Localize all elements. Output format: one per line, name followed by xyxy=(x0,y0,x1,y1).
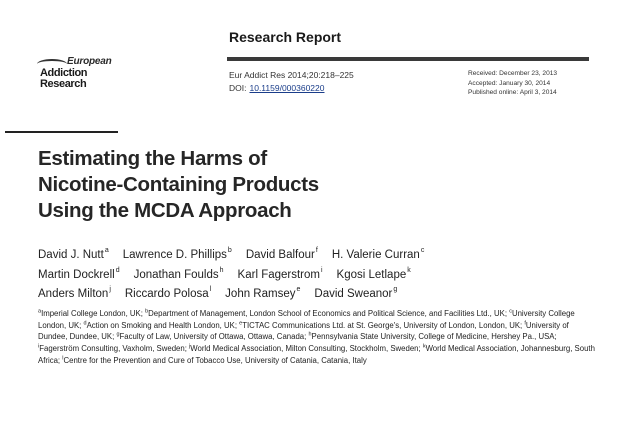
affiliation-mark: l xyxy=(62,355,64,362)
author-name-text: Karl Fagerstrom xyxy=(237,268,320,281)
author-line xyxy=(38,285,598,305)
author-name-text: Jonathan Foulds xyxy=(133,268,219,281)
author-affiliation-mark: a xyxy=(104,247,109,255)
header-rule xyxy=(227,57,589,61)
publication-dates xyxy=(468,69,598,98)
author-affiliation-mark: l xyxy=(209,286,212,294)
journal-logo xyxy=(37,56,119,90)
logo-line-2: Addiction xyxy=(40,67,88,79)
author-name-text: Anders Milton xyxy=(38,288,109,300)
author-affiliation-mark: f xyxy=(315,247,318,255)
author-name-text: Lawrence D. Phillips xyxy=(122,249,227,261)
author-name xyxy=(237,266,323,281)
author-name-text: Martin Dockrell xyxy=(38,268,115,281)
author-name-text: David Balfour xyxy=(245,249,315,261)
affiliation-text: Pennsylvania State University, College of Medicine, Hershey Pa., USA; xyxy=(311,332,557,342)
affiliation-text: Fagerström Consulting, Vaxholm, Sweden; xyxy=(39,344,190,354)
affiliation-mark: i xyxy=(38,343,40,350)
author-name-text: David Sweanor xyxy=(314,288,393,300)
logo-line-1: European xyxy=(67,56,112,67)
author-affiliation-mark: d xyxy=(115,266,120,274)
affiliation-text: Department of Management, London School of Economics and Political Science, and Facilities Ltd., UK; xyxy=(148,309,510,318)
affiliation-text: Imperial College London, UK; xyxy=(41,309,146,318)
author-name xyxy=(246,249,318,261)
author-affiliation-mark: i xyxy=(320,266,323,274)
affiliation-mark: h xyxy=(308,331,312,338)
affiliation-mark: j xyxy=(189,343,191,350)
author-affiliation-mark: j xyxy=(109,286,111,294)
affiliation-mark: a xyxy=(38,308,42,315)
author-line xyxy=(38,266,598,286)
affiliation-text: TICTAC Communications Ltd. at St. George's, University of London, London, UK; xyxy=(242,320,525,330)
author-affiliation-mark: k xyxy=(407,266,411,274)
published-date: Published online: April 3, 2014 xyxy=(468,89,557,96)
author-affiliation-mark: h xyxy=(219,266,224,274)
affiliation-text: Faculty of Law, University of Ottawa, Ottawa, Canada; xyxy=(119,332,309,342)
author-affiliation-mark: b xyxy=(227,247,232,255)
author-affiliation-mark: c xyxy=(420,247,425,255)
affiliation-text: World Medical Association, Johannesburg, South Africa; xyxy=(38,344,595,365)
author-list xyxy=(38,246,598,305)
author-name xyxy=(123,249,232,261)
author-name xyxy=(125,288,211,300)
author-line xyxy=(38,246,598,266)
author-name xyxy=(38,266,120,281)
author-name xyxy=(133,266,224,281)
affiliation-mark: f xyxy=(524,320,526,327)
author-name xyxy=(225,288,300,300)
affiliation-text: Centre for the Prevention and Cure of Tobacco Use, University of Catania, Catania, Italy xyxy=(63,355,367,365)
article-title xyxy=(38,146,319,224)
report-type: Research Report xyxy=(229,29,342,45)
author-name-text: Riccardo Polosa xyxy=(124,288,209,300)
journal-citation: Eur Addict Res 2014;20:218–225 xyxy=(229,70,354,80)
logo-line-3: Research xyxy=(40,78,87,90)
received-date: Received: December 23, 2013 xyxy=(468,70,558,77)
author-name xyxy=(332,249,425,261)
author-name xyxy=(38,249,109,261)
affiliation-mark: e xyxy=(239,320,243,327)
affiliation-mark: k xyxy=(422,343,426,350)
affiliation-mark: c xyxy=(509,308,512,315)
author-name xyxy=(314,288,397,300)
affiliation-text: Action on Smoking and Health London, UK; xyxy=(86,320,240,330)
author-name-text: John Ramsey xyxy=(225,288,296,300)
affiliations xyxy=(38,308,598,367)
author-affiliation-mark: e xyxy=(296,286,301,294)
title-line-1: Estimating the Harms of xyxy=(38,147,267,170)
doi-line xyxy=(229,82,354,95)
affiliation-text: University College London, UK; xyxy=(38,309,575,330)
author-name xyxy=(336,266,411,281)
author-name xyxy=(38,288,111,300)
doi-label: DOI: xyxy=(229,83,247,93)
author-name-text: Kgosi Letlape xyxy=(336,268,407,281)
title-line-3: Using the MCDA Approach xyxy=(38,199,292,222)
title-line-2: Nicotine-Containing Products xyxy=(38,173,319,196)
title-rule xyxy=(5,131,118,133)
affiliation-text: University of Dundee, Dundee, UK; xyxy=(38,320,569,342)
affiliation-mark: d xyxy=(83,320,87,327)
author-name-text: David J. Nutt xyxy=(38,249,104,261)
affiliation-mark: g xyxy=(116,331,120,338)
affiliation-text: World Medical Association, Milton Consulting, Stockholm, Sweden; xyxy=(190,344,423,354)
author-affiliation-mark: g xyxy=(393,286,398,294)
accepted-date: Accepted: January 30, 2014 xyxy=(468,79,551,87)
doi-link[interactable]: 10.1159/000360220 xyxy=(249,83,325,93)
author-name-text: H. Valerie Curran xyxy=(331,249,420,261)
citation-block xyxy=(229,69,354,95)
affiliation-mark: b xyxy=(145,308,149,315)
